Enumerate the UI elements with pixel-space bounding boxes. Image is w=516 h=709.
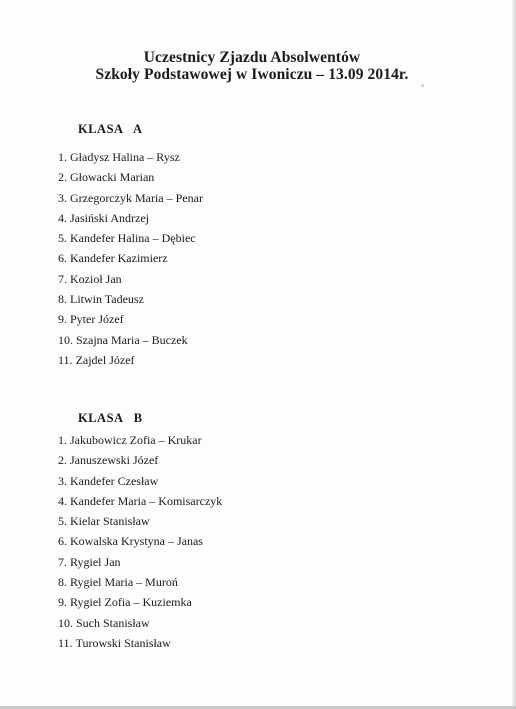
- student-number: 1.: [58, 150, 67, 164]
- class-b-student-list: [58, 432, 222, 655]
- student-number: 3.: [58, 473, 67, 488]
- student-name: Kielar Stanisław: [70, 514, 150, 529]
- student-number: 11.: [58, 352, 73, 367]
- student-list-item: [58, 311, 203, 331]
- student-list-item: [58, 291, 203, 311]
- student-name: Zajdel Józef: [75, 352, 135, 367]
- student-number: 1.: [58, 433, 67, 447]
- student-number: 7.: [58, 271, 67, 286]
- student-number: 10.: [58, 615, 73, 630]
- student-list-item: [58, 615, 222, 635]
- student-list-item: [58, 271, 203, 291]
- student-list-item: [58, 149, 203, 169]
- student-number: 10.: [58, 332, 73, 347]
- student-list-item: [58, 452, 222, 472]
- student-number: 5.: [58, 514, 67, 529]
- student-name: Grzegorczyk Maria – Penar: [70, 190, 203, 205]
- student-name: Rygiel Maria – Muroń: [70, 575, 178, 590]
- class-a-student-list: [58, 149, 203, 372]
- student-name: Turowski Stanisław: [75, 635, 171, 650]
- student-name: Pyter Józef: [70, 312, 124, 327]
- student-number: 7.: [58, 554, 67, 569]
- student-name: Głowacki Marian: [70, 170, 155, 185]
- student-number: 2.: [58, 453, 67, 468]
- student-name: Januszewski Józef: [70, 453, 159, 468]
- student-list-item: [58, 473, 222, 493]
- student-list-item: [58, 432, 222, 452]
- student-list-item: [58, 352, 203, 372]
- student-number: 3.: [58, 190, 67, 205]
- student-number: 6.: [58, 251, 67, 266]
- student-name: Litwin Tadeusz: [70, 292, 144, 307]
- document-title-line1: Uczestnicy Zjazdu Absolwentów: [143, 49, 361, 66]
- student-number: 8.: [58, 575, 67, 590]
- student-name: Jakubowicz Zofia – Krukar: [70, 433, 202, 447]
- class-a-heading: KLASA A: [78, 122, 143, 136]
- student-number: 5.: [58, 231, 67, 246]
- page-edge-right: [512, 0, 516, 709]
- student-list-item: [58, 513, 222, 533]
- student-name: Kozioł Jan: [70, 271, 122, 286]
- student-name: Rygiel Zofia – Kuziemka: [70, 595, 192, 610]
- student-number: 4.: [58, 210, 67, 225]
- student-name: Szajna Maria – Buczek: [76, 332, 188, 347]
- student-list-item: [58, 169, 203, 189]
- student-list-item: [58, 332, 203, 352]
- student-number: 4.: [58, 493, 67, 508]
- student-list-item: [58, 594, 222, 614]
- student-name: Jasiński Andrzej: [70, 210, 149, 225]
- student-number: 8.: [58, 292, 67, 307]
- student-name: Rygiel Jan: [70, 554, 121, 569]
- student-list-item: [58, 533, 222, 553]
- student-name: Such Stanisław: [76, 615, 150, 630]
- student-name: Kandefer Halina – Dębiec: [70, 231, 196, 246]
- student-number: 2.: [58, 170, 67, 185]
- student-list-item: [58, 250, 203, 270]
- class-b-heading: KLASA B: [78, 411, 143, 425]
- student-list-item: [58, 574, 222, 594]
- student-number: 11.: [58, 635, 73, 650]
- student-name: Gładysz Halina – Rysz: [70, 150, 180, 164]
- student-list-item: [58, 210, 203, 230]
- student-number: 6.: [58, 534, 67, 549]
- student-name: Kandefer Kazimierz: [70, 251, 168, 266]
- student-list-item: [58, 230, 203, 250]
- student-name: Kandefer Maria – Komisarczyk: [70, 493, 223, 508]
- student-list-item: [58, 493, 222, 513]
- student-name: Kandefer Czesław: [70, 473, 159, 488]
- student-number: 9.: [58, 595, 67, 610]
- student-list-item: [58, 635, 222, 655]
- student-list-item: [58, 190, 203, 210]
- document-title-line2: Szkoły Podstawowej w Iwoniczu – 13.09 2014r.: [95, 66, 409, 83]
- student-number: 9.: [58, 312, 67, 327]
- student-list-item: [58, 554, 222, 574]
- student-name: Kowalska Krystyna – Janas: [70, 534, 203, 549]
